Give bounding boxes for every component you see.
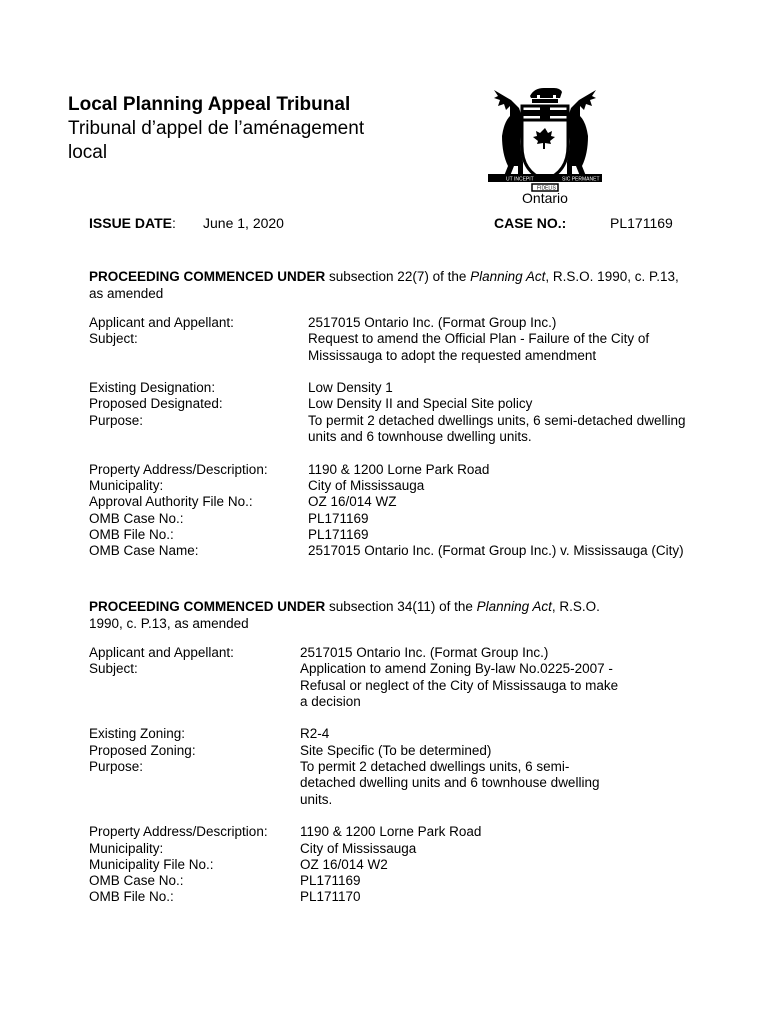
case-number-value: PL171169 <box>610 215 673 231</box>
detail-value: units and 6 townhouse dwelling units. <box>308 429 532 445</box>
detail-value: To permit 2 detached dwellings units, 6 semi-detached dwelling <box>308 412 686 428</box>
detail-value: Low Density 1 <box>308 380 393 396</box>
detail-value: units. <box>300 791 333 807</box>
detail-row <box>89 824 618 840</box>
detail-row <box>89 889 618 905</box>
proceeding-2-line-1 <box>89 598 709 615</box>
ontario-coat-of-arms-logo <box>480 78 610 208</box>
proceeding-2-text: subsection 34(11) of the <box>325 599 477 614</box>
issue-date-label: ISSUE DATE <box>89 215 172 231</box>
detail-label <box>89 348 308 364</box>
detail-value: Request to amend the Official Plan - Failure of the City of <box>308 331 650 347</box>
proceeding-1-text: subsection 22(7) of the <box>325 269 471 284</box>
case-number-label: CASE NO.: <box>494 215 567 231</box>
detail-value: PL171170 <box>300 889 361 905</box>
logo-motto-left: UT INCEPIT <box>506 176 534 183</box>
detail-row <box>89 726 618 742</box>
detail-label: OMB Case No.: <box>89 873 184 889</box>
detail-value: 1190 & 1200 Lorne Park Road <box>308 461 490 477</box>
detail-label: Subject: <box>89 331 138 347</box>
issue-date-row <box>89 214 284 232</box>
detail-value: detached dwelling units and 6 townhouse dwelling <box>300 775 600 791</box>
spacer <box>89 710 618 726</box>
detail-value: a decision <box>300 693 361 709</box>
proceeding-1-heading <box>89 268 709 302</box>
proceeding-1-line-2: as amended <box>89 286 164 301</box>
detail-value: Site Specific (To be determined) <box>300 742 492 758</box>
logo-motto-bottom: FIDELIS <box>537 185 556 192</box>
tribunal-title-french: Tribunal d’appel de l’aménagement local <box>68 118 365 163</box>
detail-row <box>89 380 685 396</box>
detail-label: Proposed Designated: <box>89 396 223 412</box>
spacer <box>89 808 618 824</box>
logo-motto-right: SIC PERMANET <box>562 176 600 183</box>
detail-value: 2517015 Ontario Inc. (Format Group Inc.) <box>300 645 549 660</box>
detail-value: 2517015 Ontario Inc. (Format Group Inc.) <box>308 315 557 330</box>
detail-value: OZ 16/014 W2 <box>300 856 388 872</box>
issue-date-value: June 1, 2020 <box>203 215 284 231</box>
document-title-block <box>68 93 428 165</box>
detail-row <box>89 678 618 694</box>
detail-label: Municipality: <box>89 840 164 856</box>
detail-row <box>89 743 618 759</box>
detail-row <box>89 661 618 677</box>
detail-row <box>89 315 685 331</box>
detail-label: Municipality File No.: <box>89 856 214 872</box>
spacer <box>89 364 685 380</box>
proceeding-2-line-2: 1990, c. P.13, as amended <box>89 616 249 631</box>
detail-value: OZ 16/014 WZ <box>308 494 397 510</box>
detail-row <box>89 511 685 527</box>
detail-label <box>89 678 300 694</box>
detail-label: Proposed Zoning: <box>89 742 196 758</box>
detail-value: R2-4 <box>300 726 330 742</box>
detail-label: Approval Authority File No.: <box>89 494 253 510</box>
detail-value: 1190 & 1200 Lorne Park Road <box>300 824 482 840</box>
detail-value: City of Mississauga <box>300 840 417 856</box>
detail-value: 2517015 Ontario Inc. (Format Group Inc.) v. Mississauga (City) <box>308 543 684 559</box>
detail-row <box>89 413 685 429</box>
detail-value: Application to amend Zoning By-law No.0225-2007 - <box>300 661 613 677</box>
detail-value: PL171169 <box>308 510 369 526</box>
detail-label <box>89 694 300 710</box>
detail-label <box>89 775 300 791</box>
detail-row <box>89 527 685 543</box>
detail-value: PL171169 <box>308 526 369 542</box>
detail-label: Applicant and Appellant: <box>89 645 234 660</box>
detail-label: OMB File No.: <box>89 889 174 905</box>
spacer <box>89 445 685 461</box>
detail-row <box>89 792 618 808</box>
detail-row <box>89 857 618 873</box>
detail-row <box>89 478 685 494</box>
proceeding-2-details <box>89 645 618 906</box>
detail-row <box>89 775 618 791</box>
detail-label <box>89 792 300 808</box>
detail-label <box>89 429 308 445</box>
detail-value: Low Density II and Special Site policy <box>308 396 533 412</box>
proceeding-1-act: Planning Act <box>470 269 546 284</box>
proceeding-2-lead: PROCEEDING COMMENCED UNDER <box>89 599 326 614</box>
proceeding-1-line-1 <box>89 268 709 285</box>
detail-row <box>89 331 685 347</box>
tribunal-title-english: Local Planning Appeal Tribunal <box>68 94 351 115</box>
detail-label: OMB File No.: <box>89 526 174 542</box>
detail-value: To permit 2 detached dwellings units, 6 semi- <box>300 759 570 775</box>
detail-value: Mississauga to adopt the requested amendment <box>308 347 597 363</box>
detail-row <box>89 645 618 661</box>
detail-value: Refusal or neglect of the City of Mississauga to make <box>300 677 619 693</box>
issue-date-colon: : <box>171 215 176 231</box>
proceeding-2-text-after: , R.S.O. <box>551 599 600 614</box>
detail-row <box>89 873 618 889</box>
detail-value: PL171169 <box>300 873 361 889</box>
detail-label: Purpose: <box>89 759 144 775</box>
detail-value: City of Mississauga <box>308 477 425 493</box>
detail-label: Existing Designation: <box>89 380 216 396</box>
proceeding-1-details <box>89 315 685 559</box>
detail-row <box>89 841 618 857</box>
detail-label: OMB Case No.: <box>89 510 184 526</box>
detail-row <box>89 396 685 412</box>
proceeding-1-lead: PROCEEDING COMMENCED UNDER <box>89 269 326 284</box>
detail-row <box>89 429 685 445</box>
detail-label: OMB Case Name: <box>89 543 199 559</box>
detail-label: Subject: <box>89 661 138 677</box>
detail-label: Purpose: <box>89 412 144 428</box>
detail-row <box>89 348 685 364</box>
detail-label: Property Address/Description: <box>89 461 268 477</box>
detail-row <box>89 494 685 510</box>
detail-row <box>89 759 618 775</box>
detail-row <box>89 543 685 559</box>
detail-label: Municipality: <box>89 477 164 493</box>
proceeding-2-heading <box>89 598 709 632</box>
proceeding-1-text-after: , R.S.O. 1990, c. P.13, <box>545 269 679 284</box>
detail-label: Property Address/Description: <box>89 824 268 840</box>
detail-label: Applicant and Appellant: <box>89 315 234 330</box>
proceeding-2-act: Planning Act <box>476 599 552 614</box>
detail-row <box>89 694 618 710</box>
detail-label: Existing Zoning: <box>89 726 186 742</box>
ontario-logo-caption: Ontario <box>522 190 568 206</box>
detail-row <box>89 462 685 478</box>
